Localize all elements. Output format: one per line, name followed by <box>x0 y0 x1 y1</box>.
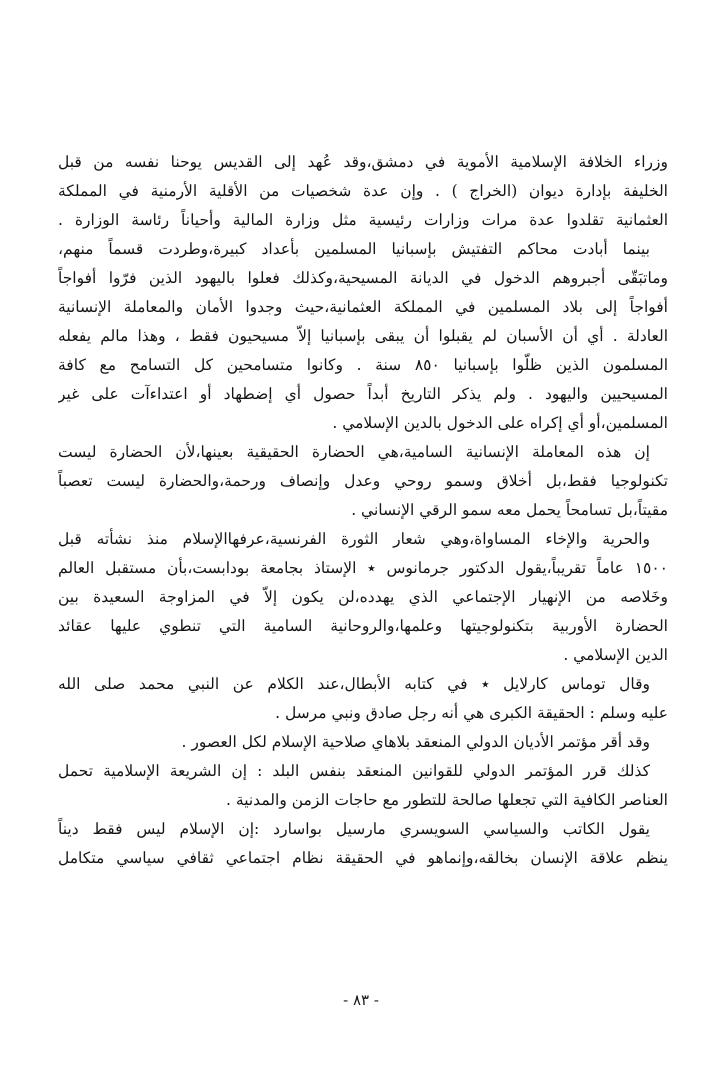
text-line: العثمانية تقلدوا عدة مرات وزارات رئيسية مثل وزارة المالية وأحياناً رئاسة الوزارة . <box>58 211 668 229</box>
text-line: المسيحيين واليهود . ولم يذكر التاريخ أبداً حصول أي إضطهاد أو اعتداءآت على غير <box>58 385 668 403</box>
text-line: وخَلاصه من الإنهيار الإجتماعي الذي يهدده،لن يكون إلاّ في المزاوجة السعيدة بين <box>58 588 668 606</box>
text-line: الدين الإسلامي . <box>563 646 668 664</box>
text-line: العناصر الكافية التي تجعلها صالحة للتطور مع حاجات الزمن والمدنية . <box>226 791 668 809</box>
text-line: ١٥٠٠ عاماً تقريباً،يقول الدكتور جرمانوس ٭ الإستاذ بجامعة بودابست،بأن مستقبل العالم <box>58 559 668 577</box>
text-line: وقال توماس كارلايل ٭ في كتابه الأبطال،عند الكلام عن النبي محمد صلى الله <box>58 675 650 693</box>
text-line: كذلك قرر المؤتمر الدولي للقوانين المنعقد بنفس البلد : إن الشريعة الإسلامية تحمل <box>58 762 650 780</box>
text-line: وماتبَقّى أجبروهم الدخول في الديانة المسيحية،وكذلك فعلوا باليهود الذين فرّوا أفواجاً <box>58 269 668 287</box>
text-line: الخليفة بإدارة ديوان (الخراج ) . وإن عدة شخصيات من الأقلية الأرمنية في المملكة <box>58 182 668 200</box>
text-line: يقول الكاتب والسياسي السويسري مارسيل بواسارد :إن الإسلام ليس فقط ديناً <box>58 820 650 838</box>
text-line: أفواجاً إلى بلاد المسلمين في المملكة العثمانية،حيث وجدوا الأمان والمعاملة الإنسانية <box>58 298 668 316</box>
text-line: المسلمون الذين ظلّوا بإسبانيا ٨٥٠ سنة . وكانوا متسامحين كل التسامح مع كافة <box>58 356 668 374</box>
text-line: ينظم علاقة الإنسان بخالقه،وإنماهو في الحقيقة نظام اجتماعي ثقافي سياسي متكامل <box>58 849 668 867</box>
text-line: الحضارة الأوربية بتكنولوجيتها وعلمها،والروحانية السامية التي تنطوي عليها عقائد <box>58 617 668 635</box>
text-line: تكنولوجيا فقط،بل أخلاق وسمو روحي وعدل وإنصاف ورحمة،والحضارة ليست تعصباً <box>58 472 668 490</box>
text-line: العادلة . أي أن الأسبان لم يقبلوا أن يبقى بإسبانيا إلاّ مسيحيون فقط ، وهذا مالم يفعله <box>58 327 668 345</box>
text-line: المسلمين،أو أي إكراه على الدخول بالدين الإسلامي . <box>332 414 668 432</box>
text-line: وزراء الخلافة الإسلامية الأموية في دمشق،وقد عُهد إلى القديس يوحنا نفسه من قبل <box>58 153 668 171</box>
text-line: إن هذه المعاملة الإنسانية السامية،هي الحضارة الحقيقية بعينها،لأن الحضارة ليست <box>58 443 650 461</box>
text-line: عليه وسلم : الحقيقة الكبرى هي أنه رجل صادق ونبي مرسل . <box>275 704 668 722</box>
body-text <box>58 148 668 873</box>
text-line: والحرية والإخاء المساواة،وهي شعار الثورة الفرنسية،عرفهاالإسلام منذ نشأته قبل <box>58 530 650 548</box>
text-line: بينما أبادت محاكم التفتيش بإسبانيا المسلمين بأعداد كبيرة،وطردت قسماً منهم، <box>58 240 650 258</box>
page-number: - ٨٣ - <box>343 991 379 1009</box>
text-line: مقيتاً،بل تسامحاً يحمل معه سمو الرقي الإنساني . <box>351 501 668 519</box>
text-line: وقد أقر مؤتمر الأديان الدولي المنعقد بلاهاي صلاحية الإسلام لكل العصور . <box>181 733 650 751</box>
